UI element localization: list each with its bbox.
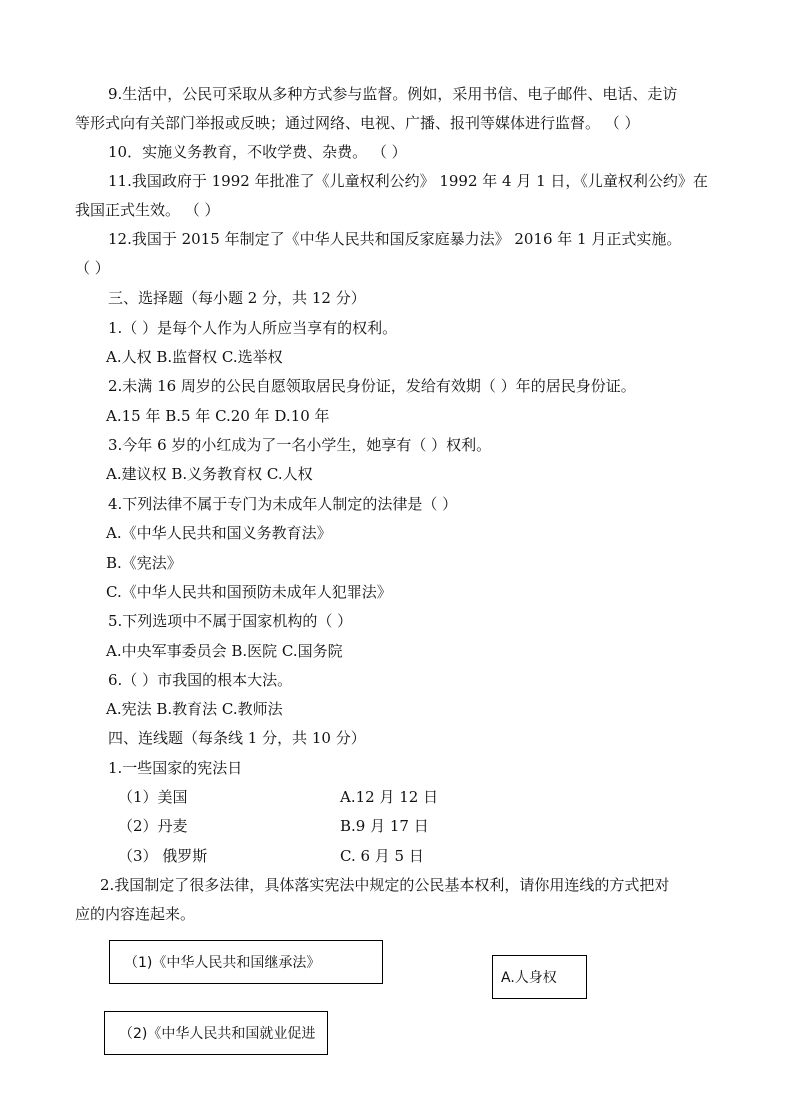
law-box-label: （2)《中华人民共和国就业促进 xyxy=(119,1026,316,1042)
mc-q5-options: A.中央军事委员会 B.医院 C.国务院 xyxy=(106,642,343,660)
law-box-inheritance[interactable] xyxy=(109,940,383,984)
tf-q12-line2: （ ） xyxy=(75,259,110,277)
match-row-right: B.9 月 17 日 xyxy=(340,817,429,835)
mc-q1-options: A.人权 B.监督权 C.选举权 xyxy=(106,348,283,366)
match-row-left: （1）美国 xyxy=(118,788,188,806)
mc-q4: 4.下列法律不属于专门为未成年人制定的法律是（ ） xyxy=(108,495,458,513)
law-box-label: （1)《中华人民共和国继承法》 xyxy=(124,955,321,971)
mc-q6: 6.（ ）市我国的根本大法。 xyxy=(108,671,293,689)
mc-q2: 2.未满 16 周岁的公民自愿领取居民身份证，发给有效期（ ）年的居民身份证。 xyxy=(108,377,636,395)
match-row-left: （2）丹麦 xyxy=(118,817,188,835)
match-heading: 四、连线题（每条线 1 分，共 10 分） xyxy=(108,729,366,747)
tf-q9-line2: 等形式向有关部门举报或反映；通过网络、电视、广播、报刊等媒体进行监督。 （ ） xyxy=(75,114,640,132)
mc-q3-options: A.建议权 B.义务教育权 C.人权 xyxy=(106,465,313,483)
tf-q12-line1: 12.我国于 2015 年制定了《中华人民共和国反家庭暴力法》 2016 年 1 月正式实施。 xyxy=(108,230,682,248)
match-row-right: C. 6 月 5 日 xyxy=(340,847,424,865)
mc-q4-option-c: C.《中华人民共和国预防未成年人犯罪法》 xyxy=(106,583,392,601)
tf-q9-line1: 9.生活中，公民可采取从多种方式参与监督。例如，采用书信、电子邮件、电话、走访 xyxy=(108,85,678,103)
right-box-personal-rights[interactable] xyxy=(492,955,587,999)
mc-q6-options: A.宪法 B.教育法 C.教师法 xyxy=(106,700,283,718)
match-q1: 1.一些国家的宪法日 xyxy=(108,759,243,777)
mc-q3: 3.今年 6 岁的小红成为了一名小学生，她享有（ ）权利。 xyxy=(108,436,492,454)
law-box-employment[interactable] xyxy=(104,1011,328,1055)
mc-heading: 三、选择题（每小题 2 分，共 12 分） xyxy=(108,289,366,307)
mc-q4-option-b: B.《宪法》 xyxy=(106,554,182,572)
match-row-left: （3） 俄罗斯 xyxy=(118,847,208,865)
mc-q1: 1.（ ）是每个人作为人所应当享有的权利。 xyxy=(108,319,398,337)
tf-q10: 10．实施义务教育，不收学费、杂费。 （ ） xyxy=(108,143,407,161)
tf-q11-line2: 我国正式生效。 （ ） xyxy=(75,201,220,219)
match-q2-line2: 应的内容连起来。 xyxy=(75,905,196,923)
mc-q2-options: A.15 年 B.5 年 C.20 年 D.10 年 xyxy=(106,407,330,425)
tf-q11-line1: 11.我国政府于 1992 年批准了《儿童权利公约》 1992 年 4 月 1 日，《儿童权利公约》在 xyxy=(108,172,708,190)
match-q2-line1: 2.我国制定了很多法律，具体落实宪法中规定的公民基本权利，请你用连线的方式把对 xyxy=(100,876,670,894)
right-box-label: A.人身权 xyxy=(501,970,557,986)
mc-q5: 5.下列选项中不属于国家机构的（ ） xyxy=(108,612,353,630)
mc-q4-option-a: A.《中华人民共和国义务教育法》 xyxy=(106,524,332,542)
match-row-right: A.12 月 12 日 xyxy=(340,788,439,806)
